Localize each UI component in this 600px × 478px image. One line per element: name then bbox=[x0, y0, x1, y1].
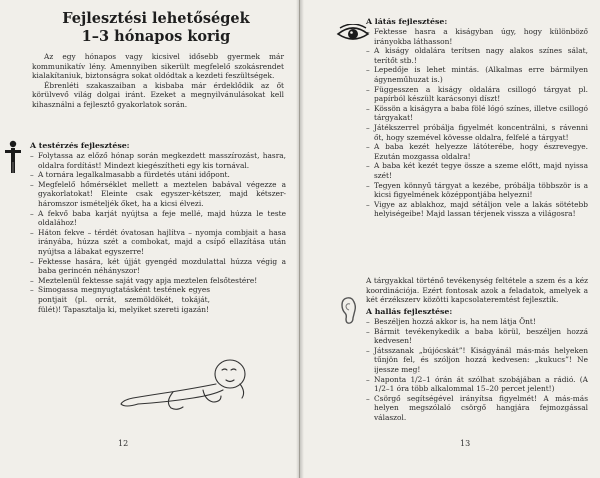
page-title: Fejlesztési lehetőségek bbox=[62, 10, 250, 27]
page-number: 13 bbox=[460, 439, 471, 448]
list-item: – A baba két kezét tegye össze a szeme előtt, majd nyissa szét! bbox=[366, 161, 588, 180]
list-item: – Fektesse hasra a kiságyban úgy, hogy különböző irányokba láthasson! bbox=[366, 27, 588, 46]
section-heading: A testérzés fejlesztése: bbox=[30, 141, 130, 150]
list-item: – Meztelenül fektesse saját vagy apja meztelen felsőtestére! bbox=[30, 276, 286, 286]
list-item: – Bármit tevékenykedik a baba körül, beszéljen hozzá kedvesen! bbox=[366, 327, 588, 346]
list-item: – Simogassa megnyugtatásként testének egyes pontjait (pl. orrát, szemöldökét, tokáját, fülét)! Tapasztalja ki, melyiket szereti igazán! bbox=[30, 285, 210, 314]
list-item: – Naponta 1/2–1 órán át szólhat szobájában a rádió. (A 1/2–1 óra több alkalommal 15–20 percet jelent!) bbox=[366, 375, 588, 394]
intro-paragraph-1: Az egy hónapos vagy kicsivel idősebb gyermek már kommunikatív lény. Amennyiben sikerült megfelelő szokásrendet kialakítaniuk, biztonságra sokat oldódtak a kezdeti feszültségek. bbox=[32, 52, 284, 81]
ear-icon bbox=[340, 296, 358, 326]
baby-illustration bbox=[118, 356, 258, 414]
exercise-list bbox=[30, 151, 286, 314]
list-item: – Tegyen könnyű tárgyat a kezébe, próbálja többször is a kicsi figyelmének középpontjába helyezni! bbox=[366, 181, 588, 200]
list-item: – Beszéljen hozzá akkor is, ha nem látja Önt! bbox=[366, 317, 588, 327]
list-item: – Megfelelő hőmérséklet mellett a meztelen babával végezze a gyakorlatokat! Eleinte csak egyszer-kétszer, majd kétszer-háromszor ismételjék őket, ha a kicsi élvezi. bbox=[30, 180, 286, 209]
list-item: – Háton fekve – térdét óvatosan hajlítva – nyomja combjait a hasa irányába, húzza szét a combokat, majd a csípő ellazítása után nyújtsa a lábakat egyszerre! bbox=[30, 228, 286, 257]
body-sense-section bbox=[30, 141, 286, 314]
hearing-section bbox=[366, 307, 588, 423]
list-item: – Függesszen a kiságy oldalára csillogó tárgyat pl. papírból készült karácsonyi díszt! bbox=[366, 85, 588, 104]
list-item: – Fektesse hasára, két újját gyengéd mozdulattal húzza végig a baba gerincén néhányszor! bbox=[30, 257, 286, 276]
list-item: – Játsszanak „bújócskát”! Kiságyánál más-más helyeken tűnjön fel, és szóljon hozzá kedvesen: „kukucs”! Ne ijessze meg! bbox=[366, 346, 588, 375]
list-item: – Csörgő segítségével irányítsa figyelmét! A más-más helyen megszólaló csörgő hangjára fejmozgással válaszol. bbox=[366, 394, 588, 423]
page-number: 12 bbox=[118, 439, 129, 448]
list-item: – A fekvő baba karját nyújtsa a feje mellé, majd húzza le teste oldalához! bbox=[30, 209, 286, 228]
list-item: – A tornára legalkalmasabb a fürdetés utáni időpont. bbox=[30, 170, 286, 180]
list-item: – Folytassa az előző hónap során megkezdett masszírozást, hasra, oldalra fordítást! Mindezt kiegészítheti egy kis tornával. bbox=[30, 151, 286, 170]
vision-list bbox=[366, 27, 588, 219]
list-item: – Játékszerrel próbálja figyelmét koncentrálni, s rávenni őt, hogy szemével kövesse oldalra, felfelé a tárgyat! bbox=[366, 123, 588, 142]
vision-section bbox=[366, 17, 588, 219]
hearing-heading: A hallás fejlesztése: bbox=[366, 307, 453, 316]
list-item: – Kössön a kiságyra a baba fölé lógó színes, illetve csillogó tárgyakat! bbox=[366, 104, 588, 123]
right-page bbox=[300, 0, 600, 478]
vision-heading: A látás fejlesztése: bbox=[366, 17, 448, 26]
eye-icon bbox=[336, 24, 370, 44]
page-subtitle: 1–3 hónapos korig bbox=[81, 28, 231, 45]
list-item: – Vigye az ablakhoz, majd sétáljon vele a lakás sötétebb helyiségeibe! Majd lassan térjenek vissza a világosra! bbox=[366, 200, 588, 219]
list-item: – A kiságy oldalára terítsen nagy alakos színes sálat, terítőt stb.! bbox=[366, 46, 588, 65]
book-gutter bbox=[296, 0, 304, 478]
intro-paragraph-2: Ébrenléti szakaszaiban a kisbaba már érdeklődik az őt körülvevő világ dolgai iránt. Ezeket a megnyilvánulásokat kell kihasználni a fejlesztő gyakorlatok során. bbox=[32, 80, 284, 109]
coordination-text bbox=[366, 276, 588, 305]
list-item: – A baba kezét helyezze látóterébe, hogy észrevegye. Ezután mozgassa oldalra! bbox=[366, 142, 588, 161]
coordination-paragraph: A tárgyakkal történő tevékenység feltétele a szem és a kéz koordinációja. Ezért fontosak azok a feladatok, amelyek a két érzékszerv közötti kapcsolateremtést fejlesztik. bbox=[366, 276, 588, 305]
body-figure-icon bbox=[4, 140, 22, 174]
hearing-list bbox=[366, 317, 588, 423]
intro-text bbox=[32, 52, 284, 110]
list-item: – Lepedője is lehet mintás. (Alkalmas erre bármilyen ágyneműhuzat is.) bbox=[366, 65, 588, 84]
